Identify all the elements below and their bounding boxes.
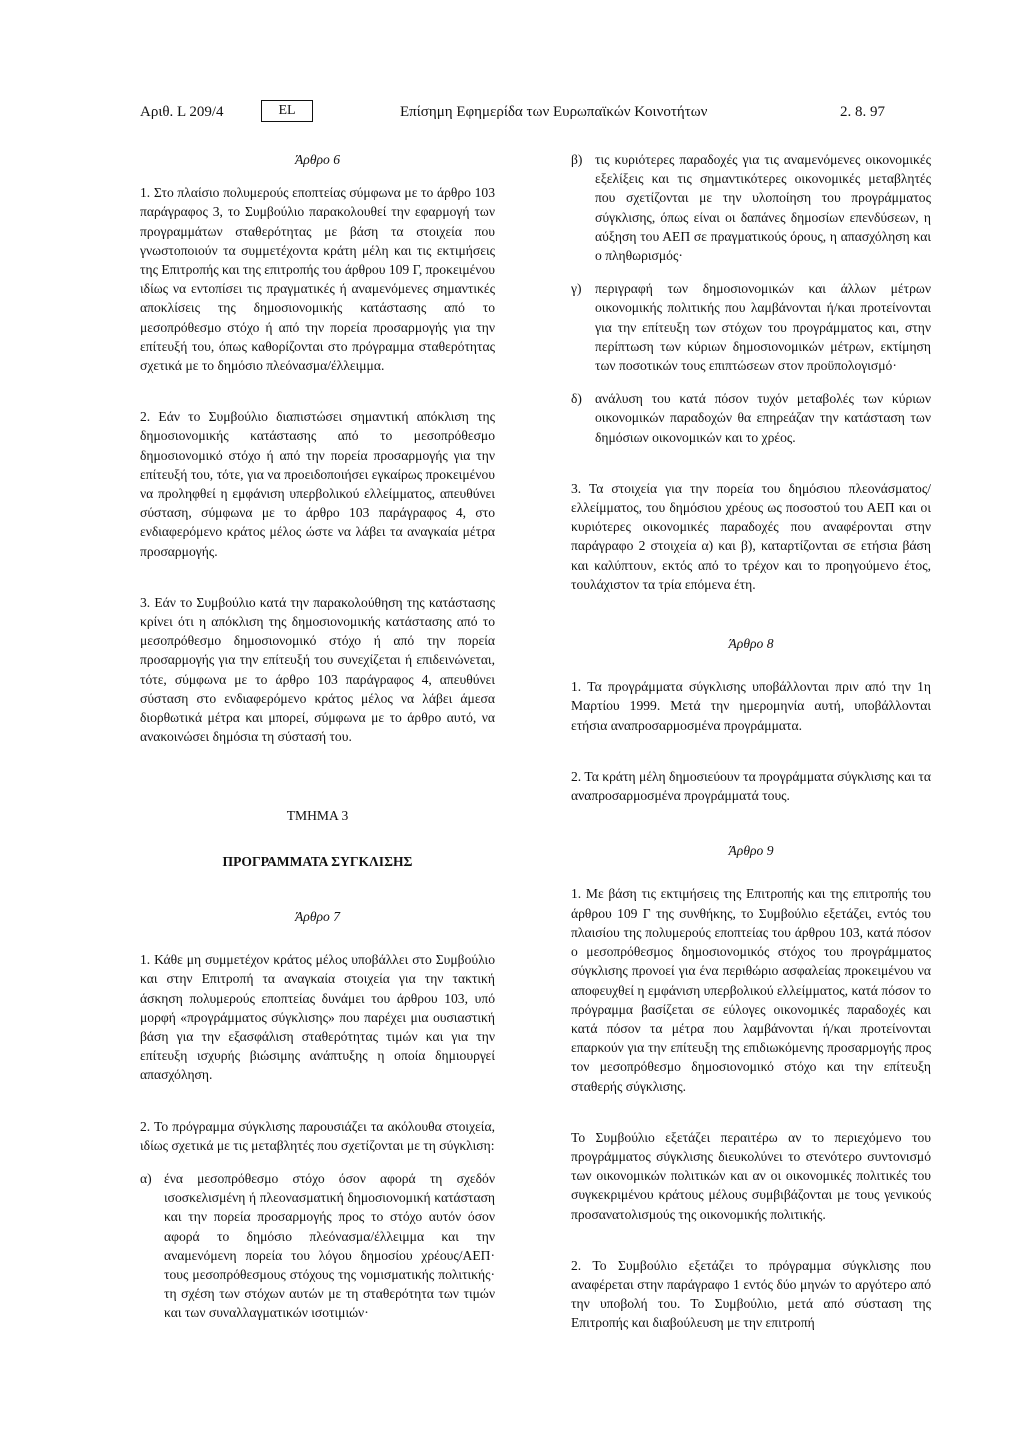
list-item-text: ένα μεσοπρόθεσμο στόχο όσον αφορά τη σχεδόν ισοσκελισμένη ή πλεονασματική δημοσιονομική κατάσταση και την πορεία προσαρμογής προς το στόχο αυτόν όσον αφορά το δημόσιο πλεόνασμα/έλλειμμα και την αναμενόμενη πορεία του λόγου δημοσίου χρέους/ΑΕΠ· τους μεσοπρόθεσμους στόχους της νομισματικής πολιτικής· τη σχέση των στόχων αυτών με τη σταθερότητα των τιμών και των συναλλαγματικών ισοτιμιών· — [164, 1170, 495, 1321]
list-marker: δ) — [571, 391, 582, 407]
list-item-b — [571, 150, 931, 265]
journal-reference: Αριθ. L 209/4 — [140, 104, 224, 120]
left-column — [140, 150, 495, 1323]
section-label: ΤΜΗΜΑ 3 — [286, 808, 349, 824]
journal-title: Επίσημη Εφημερίδα των Ευρωπαϊκών Κοινοτήτων — [400, 104, 708, 120]
article-9-paragraph-1b: Το Συμβούλιο εξετάζει περαιτέρω αν το περιεχόμενο του προγράμματος σύγκλισης διευκολύνει το στενότερο συντονισμό των οικονομικών πολιτικών και αν οι οικονομικές πολιτικές του συγκεκριμένου κράτους μέλους συμβιβάζονται με τους γενικούς προσανατολισμούς της οικονομικής πολιτικής. — [571, 1129, 931, 1222]
article-7-paragraph-2: 2. Το πρόγραμμα σύγκλισης παρουσιάζει τα ακόλουθα στοιχεία, ιδίως σχετικά με τις μεταβλητές που σχετίζονται με τη σύγκλιση: — [140, 1118, 495, 1153]
list-item-g — [571, 279, 931, 375]
article-6-heading: Άρθρο 6 — [294, 152, 341, 167]
article-8-heading: Άρθρο 8 — [728, 636, 774, 652]
list-marker: β) — [571, 152, 583, 167]
article-6-paragraph-1: 1. Στο πλαίσιο πολυμερούς εποπτείας σύμφωνα με το άρθρο 103 παράγραφος 3, το Συμβούλιο παρακολουθεί την εφαρμογή των προγραμμάτων σταθερότητας με βάση τα στοιχεία που γνωστοποιούν τα συμμετέχοντα κράτη μέλη και τις εκτιμήσεις της Επιτροπής και της επιτροπής του άρθρου 109 Γ, προκειμένου ιδίως να εντοπίσει τις πραγματικές ή αναμενόμενες σημαντικές αποκλίσεις της δημοσιονομικής κατάστασης από το μεσοπρόθεσμο στόχο ή από την πορεία προσαρμογής για την επίτευξή του, όπως καθορίζονται στο πρόγραμμα σταθερότητας σχετικά με το δημόσιο πλεόνασμα/έλλειμμα. — [140, 185, 495, 374]
list-marker: γ) — [571, 281, 582, 297]
page-header — [140, 100, 885, 126]
list-marker: α) — [140, 1170, 152, 1186]
article-7-paragraph-1: 1. Κάθε μη συμμετέχον κράτος μέλος υποβάλλει στο Συμβούλιο και στην Επιτροπή τα αναγκαία στοιχεία για την τακτική άσκηση πολυμερούς εποπτείας δυνάμει του άρθρου 103, υπό μορφή «προγράμματος σύγκλισης» που παρέχει μια ουσιαστική βάση για την εξασφάλιση σταθερότητας τιμών και για την επίτευξη ισχυρής βιώσιμης ανάπτυξης η οποία δημιουργεί απασχόληση. — [140, 952, 495, 1083]
article-9-paragraph-1: 1. Με βάση τις εκτιμήσεις της Επιτροπής και της επιτροπής του άρθρου 109 Γ της συνθήκης, το Συμβούλιο εξετάζει, εντός του πλαισίου της πολυμερούς εποπτείας του άρθρου 103, κατά πόσον ο μεσοπρόθεσμος δημοσιονομικός στόχος του προγράμματος σύγκλισης προνοεί για ένα περιθώριο ασφαλείας προκειμένου να αποφευχθεί η εμφάνιση υπερβολικού ελλείμματος, κατά πόσον το πρόγραμμα βασίζεται σε εύλογες οικονομικές παραδοχές και κατά πόσον τα μέτρα που λαμβάνονται ή/και προτείνονται επαρκούν για την επίτευξη της επιδιωκόμενης προσαρμογής προς τον μεσοπρόθεσμο δημοσιονομικό στόχο και την επίτευξη σταθερής σύγκλισης. — [571, 886, 931, 1094]
article-6-paragraph-3: 3. Εάν το Συμβούλιο κατά την παρακολούθηση της κατάστασης κρίνει ότι η απόκλιση της δημοσιονομικής κατάστασης από το μεσοπρόθεσμο δημοσιονομικό στόχο ή από την πορεία προσαρμογής για την επίτευξή του συνεχίζεται ή επιδεινώνεται, τότε, σύμφωνα με το άρθρο 103 παράγραφος 4, απευθύνει σύσταση στο ενδιαφερόμενο κράτος μέλος να λάβει άμεσα διορθωτικά μέτρα και μπορεί, σύμφωνα με το άρθρο αυτό, να ανακοινώσει δημόσια τη σύστασή του. — [140, 594, 495, 745]
article-7-heading: Άρθρο 7 — [294, 908, 341, 924]
article-8-paragraph-2: 2. Τα κράτη μέλη δημοσιεύουν τα προγράμματα σύγκλισης και τα αναπροσαρμοσμένα προγράμματά τους. — [571, 768, 931, 804]
list-item-a — [140, 1169, 495, 1323]
article-9-paragraph-2: 2. Το Συμβούλιο εξετάζει το πρόγραμμα σύγκλισης που αναφέρεται στην παράγραφο 1 εντός δύο μηνών το αργότερο από την υποβολή του. Το Συμβούλιο, μετά από σύσταση της Επιτροπής και διαβούλευση με την επιτροπή — [571, 1257, 931, 1331]
right-column — [571, 150, 931, 1333]
article-6-paragraph-2: 2. Εάν το Συμβούλιο διαπιστώσει σημαντική απόκλιση της δημοσιονομικής κατάστασης από το μεσοπρόθεσμο δημοσιονομικό στόχο ή από την πορεία προσαρμογής για την επίτευξή του, τότε, για να προειδοποιήσει εγκαίρως προκειμένου να προληφθεί η εμφάνιση υπερβολικού ελλείμματος, απευθύνει σύσταση, σύμφωνα με το άρθρο 103 παράγραφος 4, στο ενδιαφερόμενο κράτος μέλος ώστε να λάβει τα αναγκαία μέτρα προσαρμογής. — [140, 409, 495, 559]
list-item-text: περιγραφή των δημοσιονομικών και άλλων μέτρων οικονομικής πολιτικής που λαμβάνονται ή/και προτείνονται για την επίτευξη των στόχων του προγράμματος και, στην περίπτωση των κύριων δημοσιονομικών μέτρων, εκτίμηση των ποσοτικών τους επιπτώσεων στον προϋπολογισμό· — [595, 281, 931, 374]
article-9-heading: Άρθρο 9 — [728, 843, 774, 859]
publication-date: 2. 8. 97 — [840, 104, 885, 120]
list-item-text: τις κυριότερες παραδοχές για τις αναμενόμενες οικονομικές εξελίξεις και τις σημαντικότερες οικονομικές μεταβλητές που σχετίζονται με την υλοποίηση του προγράμματος σύγκλισης, όπως είναι οι δαπάνες δημοσίων επενδύσεων, η αύξηση του ΑΕΠ σε πραγματικούς όρους, η απασχόληση και ο πληθωρισμός· — [595, 152, 931, 264]
language-badge: EL — [261, 100, 313, 122]
section-title: ΠΡΟΓΡΑΜΜΑΤΑ ΣΥΓΚΛΙΣΗΣ — [222, 853, 413, 869]
article-8-paragraph-1: 1. Τα προγράμματα σύγκλισης υποβάλλονται πριν από την 1η Μαρτίου 1999. Μετά την ημερομηνία αυτή, υποβάλλονται ετήσια αναπροσαρμοσμένα προγράμματα. — [571, 679, 931, 733]
list-item-text: ανάλυση του κατά πόσον τυχόν μεταβολές των κύριων οικονομικών παραδοχών θα επηρεάζαν την κατάσταση των δημόσιων οικονομικών και το χρέος. — [595, 391, 931, 445]
article-7-paragraph-3: 3. Τα στοιχεία για την πορεία του δημόσιου πλεονάσματος/ελλείμματος, του δημόσιου χρέους ως ποσοστού του ΑΕΠ και οι κυριότερες οικονομικές παραδοχές που αναφέρονται στην παράγραφο 2 στοιχεία α) και β), καταρτίζονται σε ετήσια βάση και καλύπτουν, εκτός από το τρέχον και το προηγούμενο έτος, τουλάχιστον τα τρία επόμενα έτη. — [571, 480, 931, 592]
list-item-d — [571, 389, 931, 447]
